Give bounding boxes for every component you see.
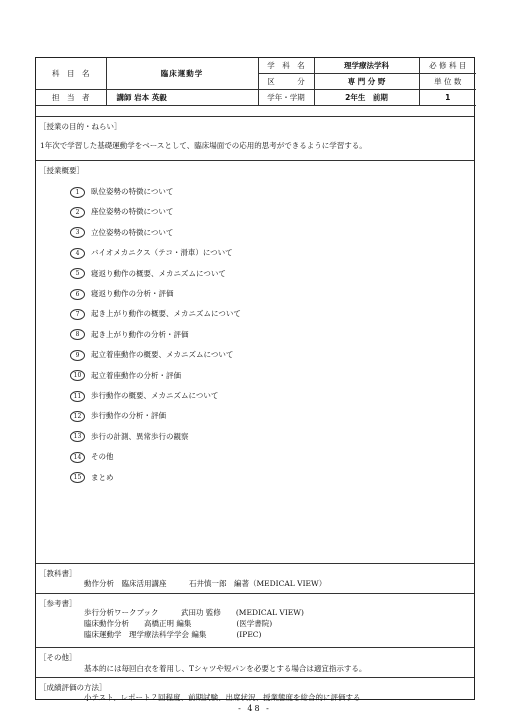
item-text: 起立着座動作の概要、メカニズムについて: [91, 350, 234, 360]
other-section: [36, 647, 474, 678]
overview-item: [70, 206, 173, 218]
subject-name: 臨床運動学: [106, 58, 258, 90]
year-value: 2年生 前期: [314, 90, 419, 106]
item-number: 11: [70, 391, 85, 402]
item-text: 歩行の計測、異常歩行の観察: [91, 431, 189, 441]
item-text: その他: [91, 452, 114, 462]
references-section: [36, 593, 474, 648]
teacher-name: 講師 岩本 英毅: [106, 90, 258, 106]
item-text: 歩行動作の分析・評価: [91, 411, 166, 421]
item-number: 9: [70, 350, 85, 361]
item-text: 寝返り動作の分析・評価: [91, 289, 174, 298]
item-number: 14: [70, 452, 85, 463]
dept-name: 理学療法学科: [314, 58, 419, 74]
item-number: 15: [70, 472, 85, 483]
item-number: 10: [70, 370, 85, 381]
units-value: 1: [419, 90, 476, 106]
item-number: 12: [70, 411, 85, 422]
item-text: 座位姿勢の特徴について: [91, 207, 174, 217]
overview-item: [70, 247, 233, 259]
item-number: 1: [70, 187, 85, 198]
references-heading: ［参考書］: [39, 599, 77, 608]
item-number: 7: [70, 309, 85, 320]
page-number: - 48 -: [238, 704, 271, 713]
item-text: 歩行動作の概要、メカニズムについて: [91, 391, 219, 400]
evaluation-section: [36, 677, 474, 702]
syllabus-sheet: [35, 57, 475, 700]
item-text: 起き上がり動作の概要、メカニズムについて: [91, 309, 241, 319]
other-text: 基本的には毎回白衣を着用し、Tシャツや短パンを必要とする場合は適宜指示する。: [84, 664, 367, 673]
reference-line: 臨床運動学 理学療法科学学会 編集 (IPEC): [84, 630, 262, 639]
subject-label: 科 目 名: [36, 58, 106, 90]
overview-item: [70, 431, 189, 443]
item-number: 5: [70, 268, 85, 279]
dept-label: 学 科 名: [258, 58, 314, 74]
category-label: 区 分: [258, 74, 314, 90]
other-heading: ［その他］: [39, 653, 77, 662]
item-text: 臥位姿勢の特徴について: [91, 187, 174, 196]
reference-line: 臨床動作分析 高橋正明 編集 (医学書院): [84, 619, 273, 628]
evaluation-heading: ［成績評価の方法］: [39, 683, 107, 692]
textbook-section: [36, 563, 474, 594]
item-text: 寝返り動作の概要、メカニズムについて: [91, 268, 226, 278]
item-text: 起き上がり動作の分析・評価: [91, 329, 189, 339]
overview-item: [70, 186, 173, 198]
units-label: 単 位 数: [419, 74, 476, 90]
overview-heading: ［授業概要］: [39, 166, 84, 175]
overview-item: [70, 472, 114, 484]
evaluation-text: 小テスト、レポート２回程度、前期試験、出席状況、授業態度を総合的に評価する: [84, 693, 361, 702]
overview-item: [70, 451, 114, 463]
item-number: 8: [70, 329, 85, 340]
textbook-text: 動作分析 臨床活用講座 石井慎一郎 編著（MEDICAL VIEW）: [84, 579, 327, 588]
textbook-heading: ［教科書］: [39, 569, 77, 578]
item-text: 立位姿勢の特徴について: [91, 227, 174, 237]
overview-item: [70, 349, 233, 361]
item-text: まとめ: [91, 472, 114, 482]
overview-item: [70, 268, 226, 280]
overview-item: [70, 288, 174, 300]
year-label: 学年・学期: [258, 90, 314, 106]
purpose-heading: ［授業の目的・ねらい］: [39, 122, 122, 131]
reference-line: 歩行分析ワークブック 武田功 監修 (MEDICAL VIEW): [84, 608, 304, 617]
overview-item: [70, 227, 173, 239]
overview-item: [70, 410, 166, 422]
overview-section: [36, 160, 474, 564]
course-header-table: [36, 58, 476, 106]
item-text: バイオメカニクス（テコ・滑車）について: [91, 248, 233, 258]
required-label: 必 修 科 目: [419, 58, 476, 74]
item-number: 13: [70, 431, 85, 442]
teacher-label: 担 当 者: [36, 90, 106, 106]
overview-item: [70, 370, 181, 382]
overview-item: [70, 329, 189, 341]
item-number: 4: [70, 248, 85, 259]
item-text: 起立着座動作の分析・評価: [91, 370, 181, 380]
item-number: 3: [70, 227, 85, 238]
item-number: 2: [70, 207, 85, 218]
overview-item: [70, 308, 241, 320]
purpose-text: 1年次で学習した基礎運動学をベースとして、臨床場面での応用的思考ができるように学習する。: [40, 141, 367, 150]
item-number: 6: [70, 289, 85, 300]
overview-item: [70, 390, 218, 402]
category-value: 専 門 分 野: [314, 74, 419, 90]
purpose-section: [36, 116, 474, 161]
